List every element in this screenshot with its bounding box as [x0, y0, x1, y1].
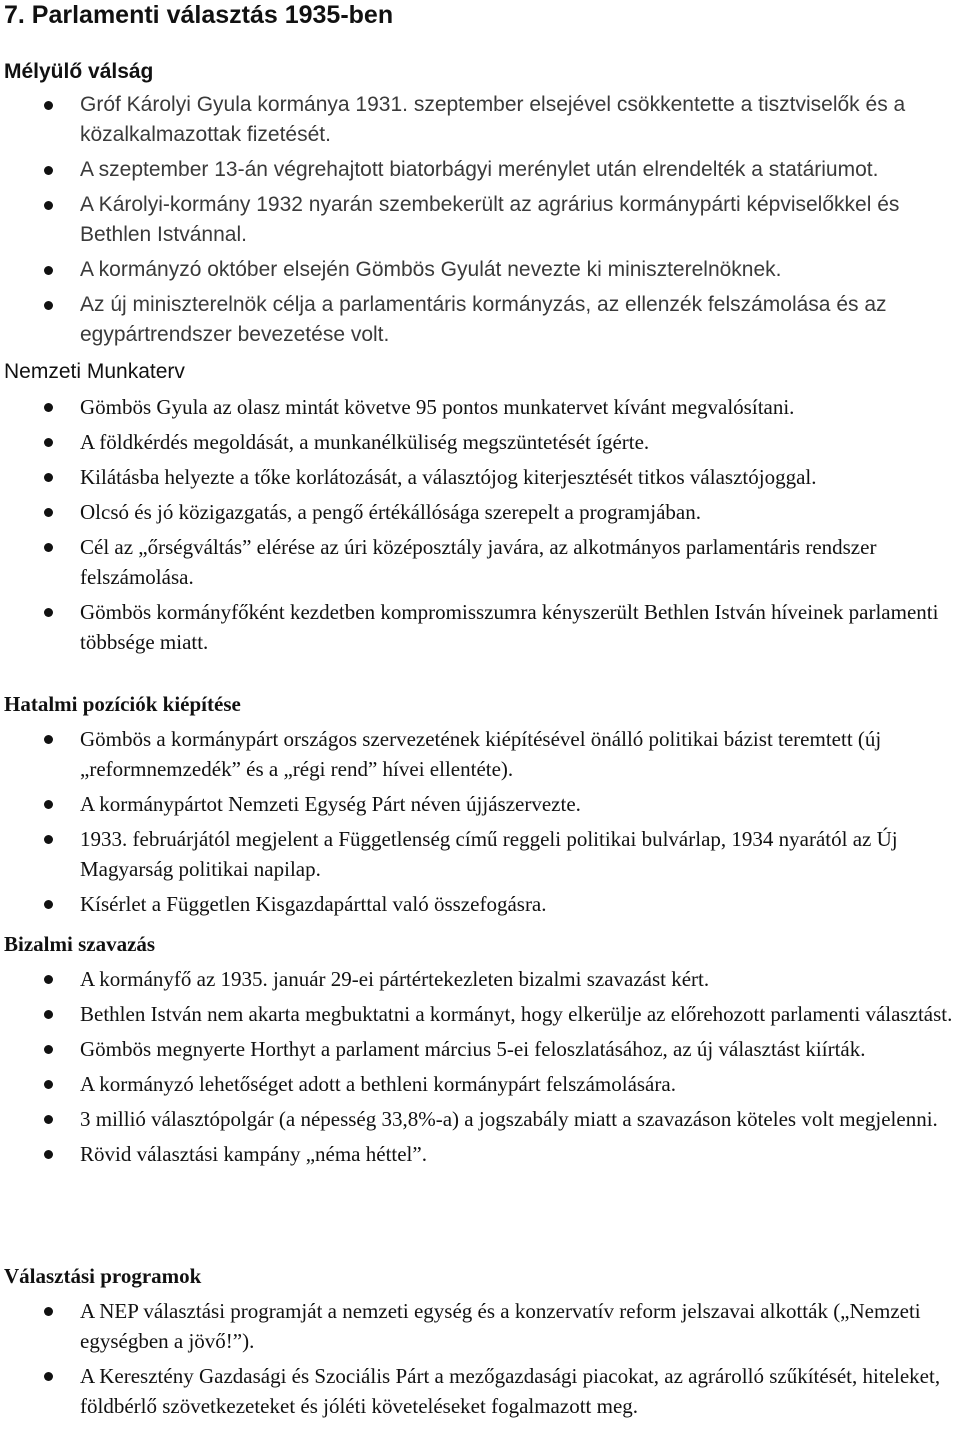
list-item: Olcsó és jó közigazgatás, a pengő értékállósága szerepelt a programjában. [4, 497, 956, 527]
section-nemzeti-munkaterv [4, 358, 956, 662]
document-page [4, 0, 956, 1418]
list-item: Gömbös Gyula az olasz mintát követve 95 pontos munkatervet kívánt megvalósítani. [4, 392, 956, 422]
section-heading: Nemzeti Munkaterv [4, 360, 185, 383]
list-item: A Károlyi-kormány 1932 nyarán szembekerült az agrárius kormánypárti képviselőkkel és Bethlen Istvánnal. [4, 190, 956, 250]
page-title: 7. Parlamenti választás 1935-ben [4, 1, 394, 29]
list-item: Gömbös megnyerte Horthyt a parlament március 5-ei feloszlatásához, az új választást kiírták. [4, 1034, 956, 1064]
section-heading: Mélyülő válság [4, 60, 154, 83]
list-item: Gömbös kormányfőként kezdetben kompromisszumra kényszerült Bethlen István híveinek parlamenti többsége miatt. [4, 597, 956, 657]
section-heading: Hatalmi pozíciók kiépítése [4, 692, 241, 716]
list-item: A Keresztény Gazdasági és Szociális Párt a mezőgazdasági piacokat, az agrárolló szűkítését, hiteleket, földbérlő szövetkezeteket és jóléti követeléseket fogalmazott meg. [4, 1361, 956, 1421]
section-heading: Választási programok [4, 1264, 202, 1288]
list-item: A NEP választási programját a nemzeti egység és a konzervatív reform jelszavai alkották („Nemzeti egységben a jövő!”). [4, 1296, 956, 1356]
section-heading: Bizalmi szavazás [4, 932, 156, 956]
section-valasztasi-programok [4, 1262, 956, 1426]
list-item: A kormánypártot Nemzeti Egység Párt néven újjászervezte. [4, 789, 956, 819]
list-item: Bethlen István nem akarta megbuktatni a kormányt, hogy elkerülje az előrehozott parlamenti választást. [4, 999, 956, 1029]
list-item: Kilátásba helyezte a tőke korlátozását, a választójog kiterjesztését titkos választójoggal. [4, 462, 956, 492]
section-hatalmi-poziciok [4, 690, 956, 924]
list-item: A kormányfő az 1935. január 29-ei pártértekezleten bizalmi szavazást kért. [4, 964, 956, 994]
list-item: Kísérlet a Független Kisgazdapárttal való összefogásra. [4, 889, 956, 919]
list-item: 3 millió választópolgár (a népesség 33,8%-a) a jogszabály miatt a szavazáson köteles volt megjelenni. [4, 1104, 956, 1134]
list-item: Rövid választási kampány „néma héttel”. [4, 1139, 956, 1169]
list-item: A földkérdés megoldását, a munkanélküliség megszüntetését ígérte. [4, 427, 956, 457]
list-item: Cél az „őrségváltás” elérése az úri középosztály javára, az alkotmányos parlamentáris rendszer felszámolása. [4, 532, 956, 592]
section-bizalmi-szavazas [4, 930, 956, 1174]
bullet-list [4, 964, 956, 1169]
bullet-list [4, 724, 956, 919]
bullet-list [4, 392, 956, 657]
list-item: 1933. februárjától megjelent a Függetlenség című reggeli politikai bulvárlap, 1934 nyarától az Új Magyarság politikai napilap. [4, 824, 956, 884]
list-item: Gróf Károlyi Gyula kormánya 1931. szeptember elsejével csökkentette a tisztviselők és a közalkalmazottak fizetését. [4, 90, 956, 150]
list-item: A szeptember 13-án végrehajtott biatorbágyi merénylet után elrendelték a statáriumot. [4, 155, 956, 185]
list-item: Gömbös a kormánypárt országos szervezetének kiépítésével önálló politikai bázist teremtett (új „reformnemzedék” és a „régi rend” hívei ellentéte). [4, 724, 956, 784]
section-melyulo-valsag [4, 58, 956, 355]
bullet-list [4, 1296, 956, 1421]
list-item: Az új miniszterelnök célja a parlamentáris kormányzás, az ellenzék felszámolása és az egypártrendszer bevezetése volt. [4, 290, 956, 350]
list-item: A kormányzó lehetőséget adott a bethleni kormánypárt felszámolására. [4, 1069, 956, 1099]
list-item: A kormányzó október elsején Gömbös Gyulát nevezte ki miniszterelnöknek. [4, 255, 956, 285]
bullet-list [4, 90, 956, 350]
